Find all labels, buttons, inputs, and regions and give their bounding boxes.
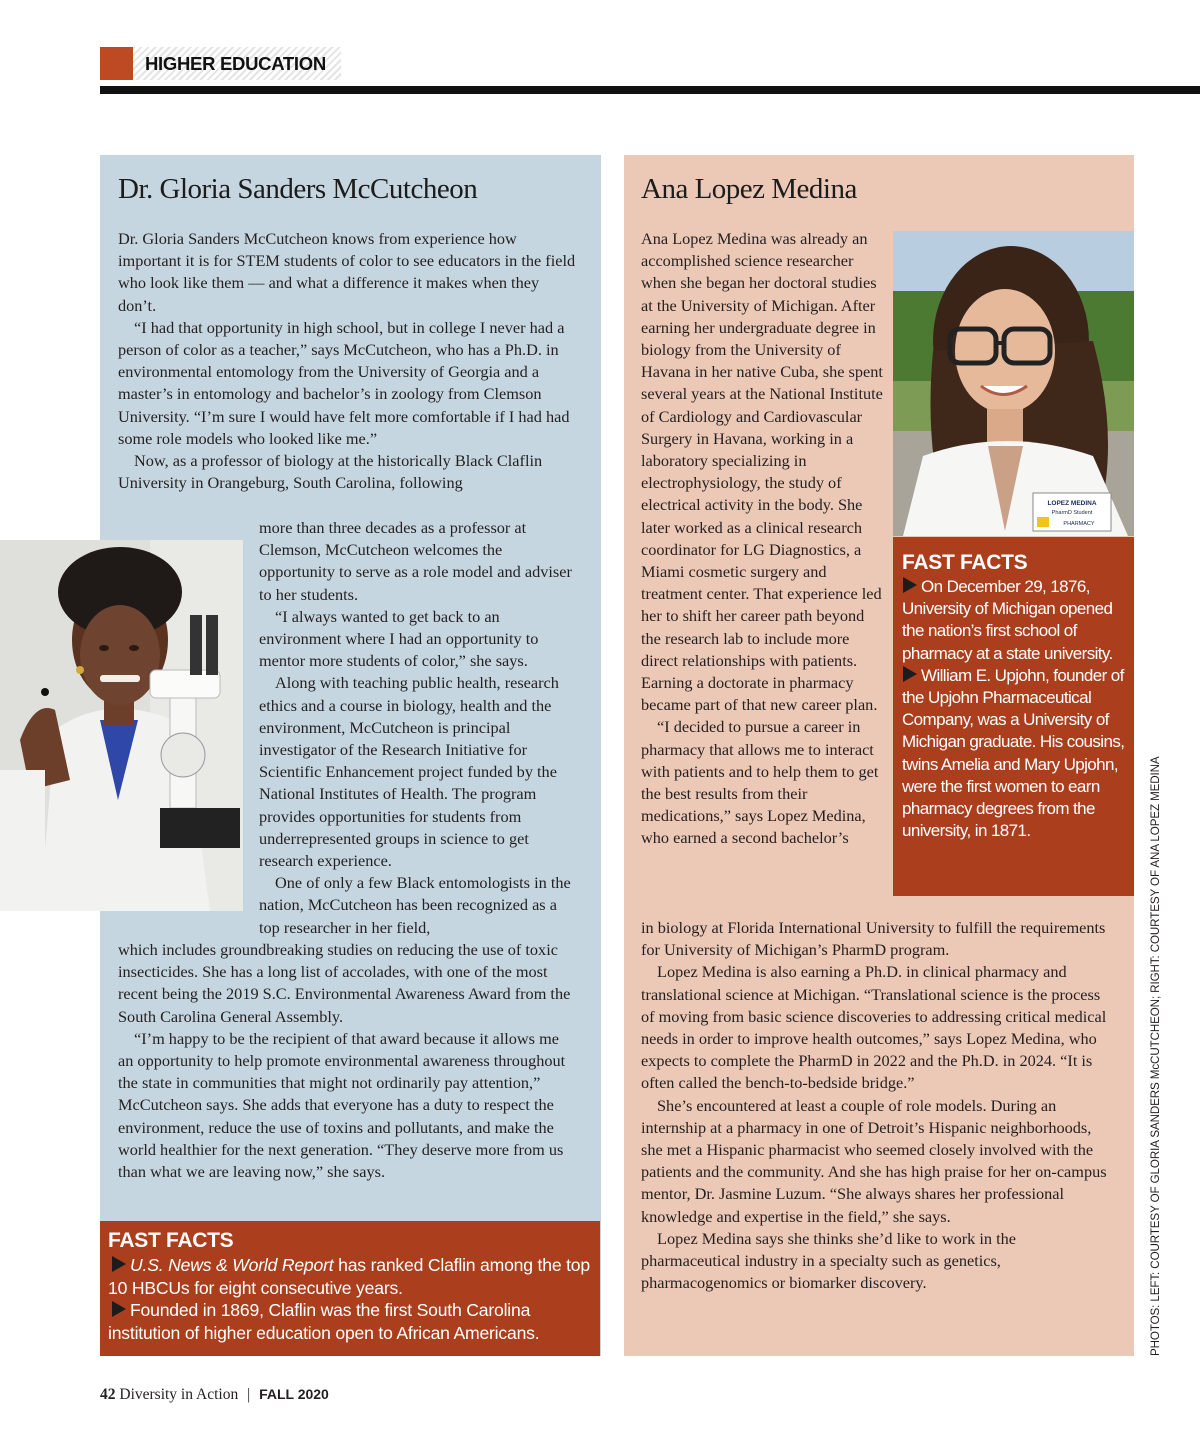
paragraph: “I decided to pursue a career in pharmacy that allows me to interact with patients and to help them to get the best results from their medications,” says Lopez Medina, who earned a second bachelor’s [641,717,879,848]
lopez-medina-illustration [893,231,1134,536]
badge-role: PharmD Student [1051,510,1093,516]
publication-name: Diversity in Action [119,1386,239,1403]
publication-title: U.S. News & World Report [130,1255,334,1275]
fast-fact-text: William E. Upjohn, founder of the Upjohn Pharmaceutical Company, was a University of Michigan graduate. His cousins, twins Amelia and Mary Upjohn, were the first women to earn pharmacy degrees from the university, in 1871. [902,665,1125,841]
fast-fact-text: has ranked Claflin among the top 10 HBCUs for eight consecutive years. [108,1255,590,1298]
fast-fact-item [108,1254,592,1299]
triangle-bullet-icon [903,666,917,682]
triangle-bullet-icon [903,577,917,593]
issue-label: FALL 2020 [259,1386,329,1402]
photo-credit: PHOTOS: LEFT: COURTESY OF GLORIA SANDERS McCUTCHEON; RIGHT: COURTESY OF ANA LOPEZ MEDINA [1149,756,1162,1356]
section-marker [100,47,133,80]
left-profile-text-bottom [118,939,576,1183]
paragraph: more than three decades as a professor at Clemson, McCutcheon welcomes the opportunity to serve as a role model and adviser to her students. [259,518,572,604]
paragraph: Dr. Gloria Sanders McCutcheon knows from experience how important it is for STEM students of color to see educators in the field who look like them — and what a difference it makes when they don’t. [118,229,576,315]
right-fast-facts [893,537,1134,896]
paragraph: “I had that opportunity in high school, but in college I never had a person of color as a teacher,” says McCutcheon, who has a Ph.D. in environmental entomology from the University of Georgia and a master’s in entomology and bachelor’s in zoology from Clemson University. “I’m sure I would have felt more comfortable if I had had some role models who looked like me.” [118,317,570,448]
mccutcheon-photo [0,540,243,911]
paragraph: She’s encountered at least a couple of role models. During an internship at a pharmacy in one of Detroit’s Hispanic neighborhoods, she met a Hispanic pharmacist who seemed closely involved with the patients and the community. And she has high praise for her on-campus mentor, Dr. Jasmine Luzum. “She always shares her professional knowledge and expertise in the field,” she says. [641,1095,1107,1226]
fast-facts-title: FAST FACTS [108,1229,234,1252]
left-profile-text-wrap [259,517,575,939]
left-fast-facts [100,1221,600,1356]
paragraph: One of only a few Black entomologists in the nation, McCutcheon has been recognized as a top researcher in her field, [259,873,571,937]
lopez-medina-photo [893,231,1134,536]
triangle-bullet-icon [112,1301,126,1317]
fast-fact-item [902,665,1128,843]
badge-dept: PHARMACY [1063,521,1095,527]
page-number: 42 [100,1386,116,1403]
paragraph: “I always wanted to get back to an environment where I had an opportunity to mentor more students of color,” she says. [259,606,539,671]
left-profile-text-top [118,228,576,494]
right-profile-text-wide [641,917,1111,1294]
fast-facts-title: FAST FACTS [902,551,1028,574]
paragraph: “I’m happy to be the recipient of that award because it allows me an opportunity to help promote environmental awareness throughout the state in communities that might not ordinarily pay attention,” McCutcheon says. She adds that everyone has a duty to respect the environment, reduce the use of toxins and pollutants, and make the world healthier for the next generation. “They deserve more from us than what we are leaving now,” she says. [118,1028,566,1182]
header-rule [100,86,1200,94]
paragraph: Lopez Medina says she thinks she’d like to work in the pharmaceutical industry in a specialty such as genetics, pharmacogenomics or biomarker discovery. [641,1228,1017,1293]
badge-name: LOPEZ MEDINA [1047,500,1097,507]
fast-fact-item [108,1299,592,1344]
paragraph: which includes groundbreaking studies on reducing the use of toxic insecticides. She has a long list of accolades, with one of the most recent being the 2019 S.C. Environmental Awareness Award from the South Carolina General Assembly. [118,940,571,1026]
triangle-bullet-icon [112,1256,126,1272]
paragraph: in biology at Florida International University to fulfill the requirements for University of Michigan’s PharmD program. [641,918,1106,960]
footer-separator: | [247,1386,251,1403]
fast-fact-text: Founded in 1869, Claflin was the first South Carolina institution of higher education open to African Americans. [108,1300,540,1343]
fast-fact-text: On December 29, 1876, University of Michigan opened the nation’s first school of pharmacy at a state university. [902,577,1113,663]
fast-fact-item [902,576,1128,665]
paragraph: Along with teaching public health, research ethics and a course in biology, health and the environment, McCutcheon is principal investigator of the Research Initiative for Scientific Enhancement project funded by the National Institutes of Health. The program provides opportunities for students from underrepresented groups in science to get research experience. [259,673,559,871]
section-label: HIGHER EDUCATION [133,47,341,80]
right-profile-text-narrow [641,228,885,850]
right-profile-name: Ana Lopez Medina [641,173,857,205]
paragraph: Ana Lopez Medina was already an accomplished science researcher when she began her doctoral studies at the University of Michigan. After earning her undergraduate degree in biology from the University of Havana in her native Cuba, she spent several years at the National Institute of Cardiology and Cardiovascular Surgery in Havana, working in a laboratory specializing in electrophysiology, the study of electrical activity in the body. She later worked as a clinical research coordinator for LG Diagnostics, a Miami cosmetic surgery and treatment center. That experience led her to shift her career path beyond the research lab to include more direct relationships with patients. Earning a doctorate in pharmacy became part of that new career plan. [641,229,883,715]
paragraph: Now, as a professor of biology at the historically Black Claflin University in Orangeburg, South Carolina, following [118,451,543,493]
page-footer [100,1386,329,1404]
paragraph: Lopez Medina is also earning a Ph.D. in clinical pharmacy and translational science at Michigan. “Translational science is the process of moving from basic science discoveries to addressing critical medical needs in order to improve health outcomes,” says Lopez Medina, who expects to complete the PharmD in 2022 and the Ph.D. in 2024. “It is often called the bench-to-bedside bridge.” [641,962,1107,1093]
left-profile-name: Dr. Gloria Sanders McCutcheon [118,173,478,205]
mccutcheon-illustration [0,540,243,911]
